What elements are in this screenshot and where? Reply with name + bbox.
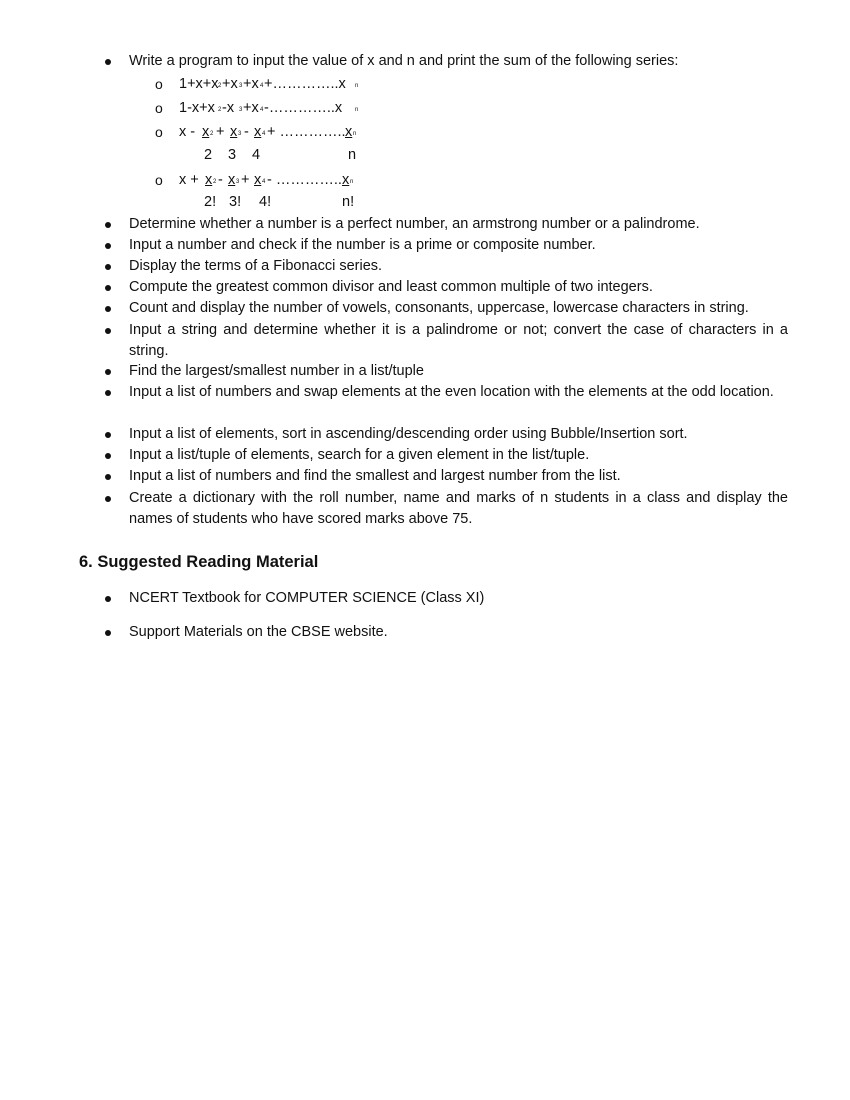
bullet <box>103 432 113 442</box>
sub-bullet: o <box>155 100 163 116</box>
list-item: Compute the greatest common divisor and least common multiple of two integers. <box>129 279 653 295</box>
list-item: Create a dictionary with the roll number, name and marks of n students in a class and display the names of students who have scored marks above 75. <box>129 490 788 527</box>
bullet <box>103 59 113 69</box>
document-page: Write a program to input the value of x and n and print the sum of the following series: o 1+x+x 2 +x 3 +x 4 +…………..x n o 1-x+x 2 -x 3 +x 4 -…………..x n o x - x 2 + x 3 - x 4 + ………….. x n 2 3 4 n o x + x 2 - x 3 + x 4 - ………….. x n 2! 3! 4! n! Determine whether a number is a perfect number, an armstrong number or a palindrome. Input a number and check if the number is a prime or composite number. Display the terms of a Fibonacci series. Compute the greatest common divisor and least common multiple of two integers. Count and display the number of vowels, consonants, uppercase, lowercase characters in string. Input a string and determine whether it is a palindrome or not; convert the case of characters in a string. Find the largest/smallest number in a list/tuple Input a list of numbers and swap elements at the even location with the elements at the odd location. Input a list of elements, sort in ascending/descending order using Bubble/Insertion sort. Input a list/tuple of elements, search for a given element in the list/tuple. Input a list of numbers and find the smallest and largest number from the list. Create a dictionary with the roll number, name and marks of n students in a class and display the names of students who have scored marks above 75. 6. Suggested Reading Material NCERT Textbook for COMPUTER SCIENCE (Class XI) Support Materials on the CBSE website. <box>0 0 850 1100</box>
sub-bullet: o <box>155 76 163 92</box>
bullet <box>103 264 113 274</box>
list-item: Input a number and check if the number is a prime or composite number. <box>129 237 596 253</box>
list-item: Input a list of numbers and find the smallest and largest number from the list. <box>129 468 621 484</box>
sub-bullet: o <box>155 124 163 140</box>
bullet <box>103 453 113 463</box>
list-item: Input a list of elements, sort in ascending/descending order using Bubble/Insertion sort. <box>129 426 688 442</box>
bullet <box>103 630 113 640</box>
bullet <box>103 328 113 338</box>
list-item: Input a string and determine whether it is a palindrome or not; convert the case of characters in a string. <box>129 322 788 359</box>
reading-item: Support Materials on the CBSE website. <box>129 624 388 640</box>
list-item: Determine whether a number is a perfect number, an armstrong number or a palindrome. <box>129 216 700 232</box>
reading-item: NCERT Textbook for COMPUTER SCIENCE (Class XI) <box>129 590 485 606</box>
list-item: Input a list of numbers and swap elements at the even location with the elements at the odd location. <box>129 384 774 400</box>
list-item: Write a program to input the value of x and n and print the sum of the following series: <box>129 53 679 69</box>
list-item: Input a list/tuple of elements, search for a given element in the list/tuple. <box>129 447 590 463</box>
list-item: Display the terms of a Fibonacci series. <box>129 258 383 274</box>
bullet <box>103 496 113 506</box>
bullet <box>103 369 113 379</box>
sub-bullet: o <box>155 172 163 188</box>
list-item: Count and display the number of vowels, consonants, uppercase, lowercase characters in string. <box>129 300 749 316</box>
bullet <box>103 596 113 606</box>
section-heading: 6. Suggested Reading Material <box>79 553 319 571</box>
bullet <box>103 390 113 400</box>
bullet <box>103 474 113 484</box>
bullet <box>103 243 113 253</box>
bullet <box>103 285 113 295</box>
bullet <box>103 222 113 232</box>
bullet <box>103 306 113 316</box>
list-item: Find the largest/smallest number in a list/tuple <box>129 363 424 379</box>
